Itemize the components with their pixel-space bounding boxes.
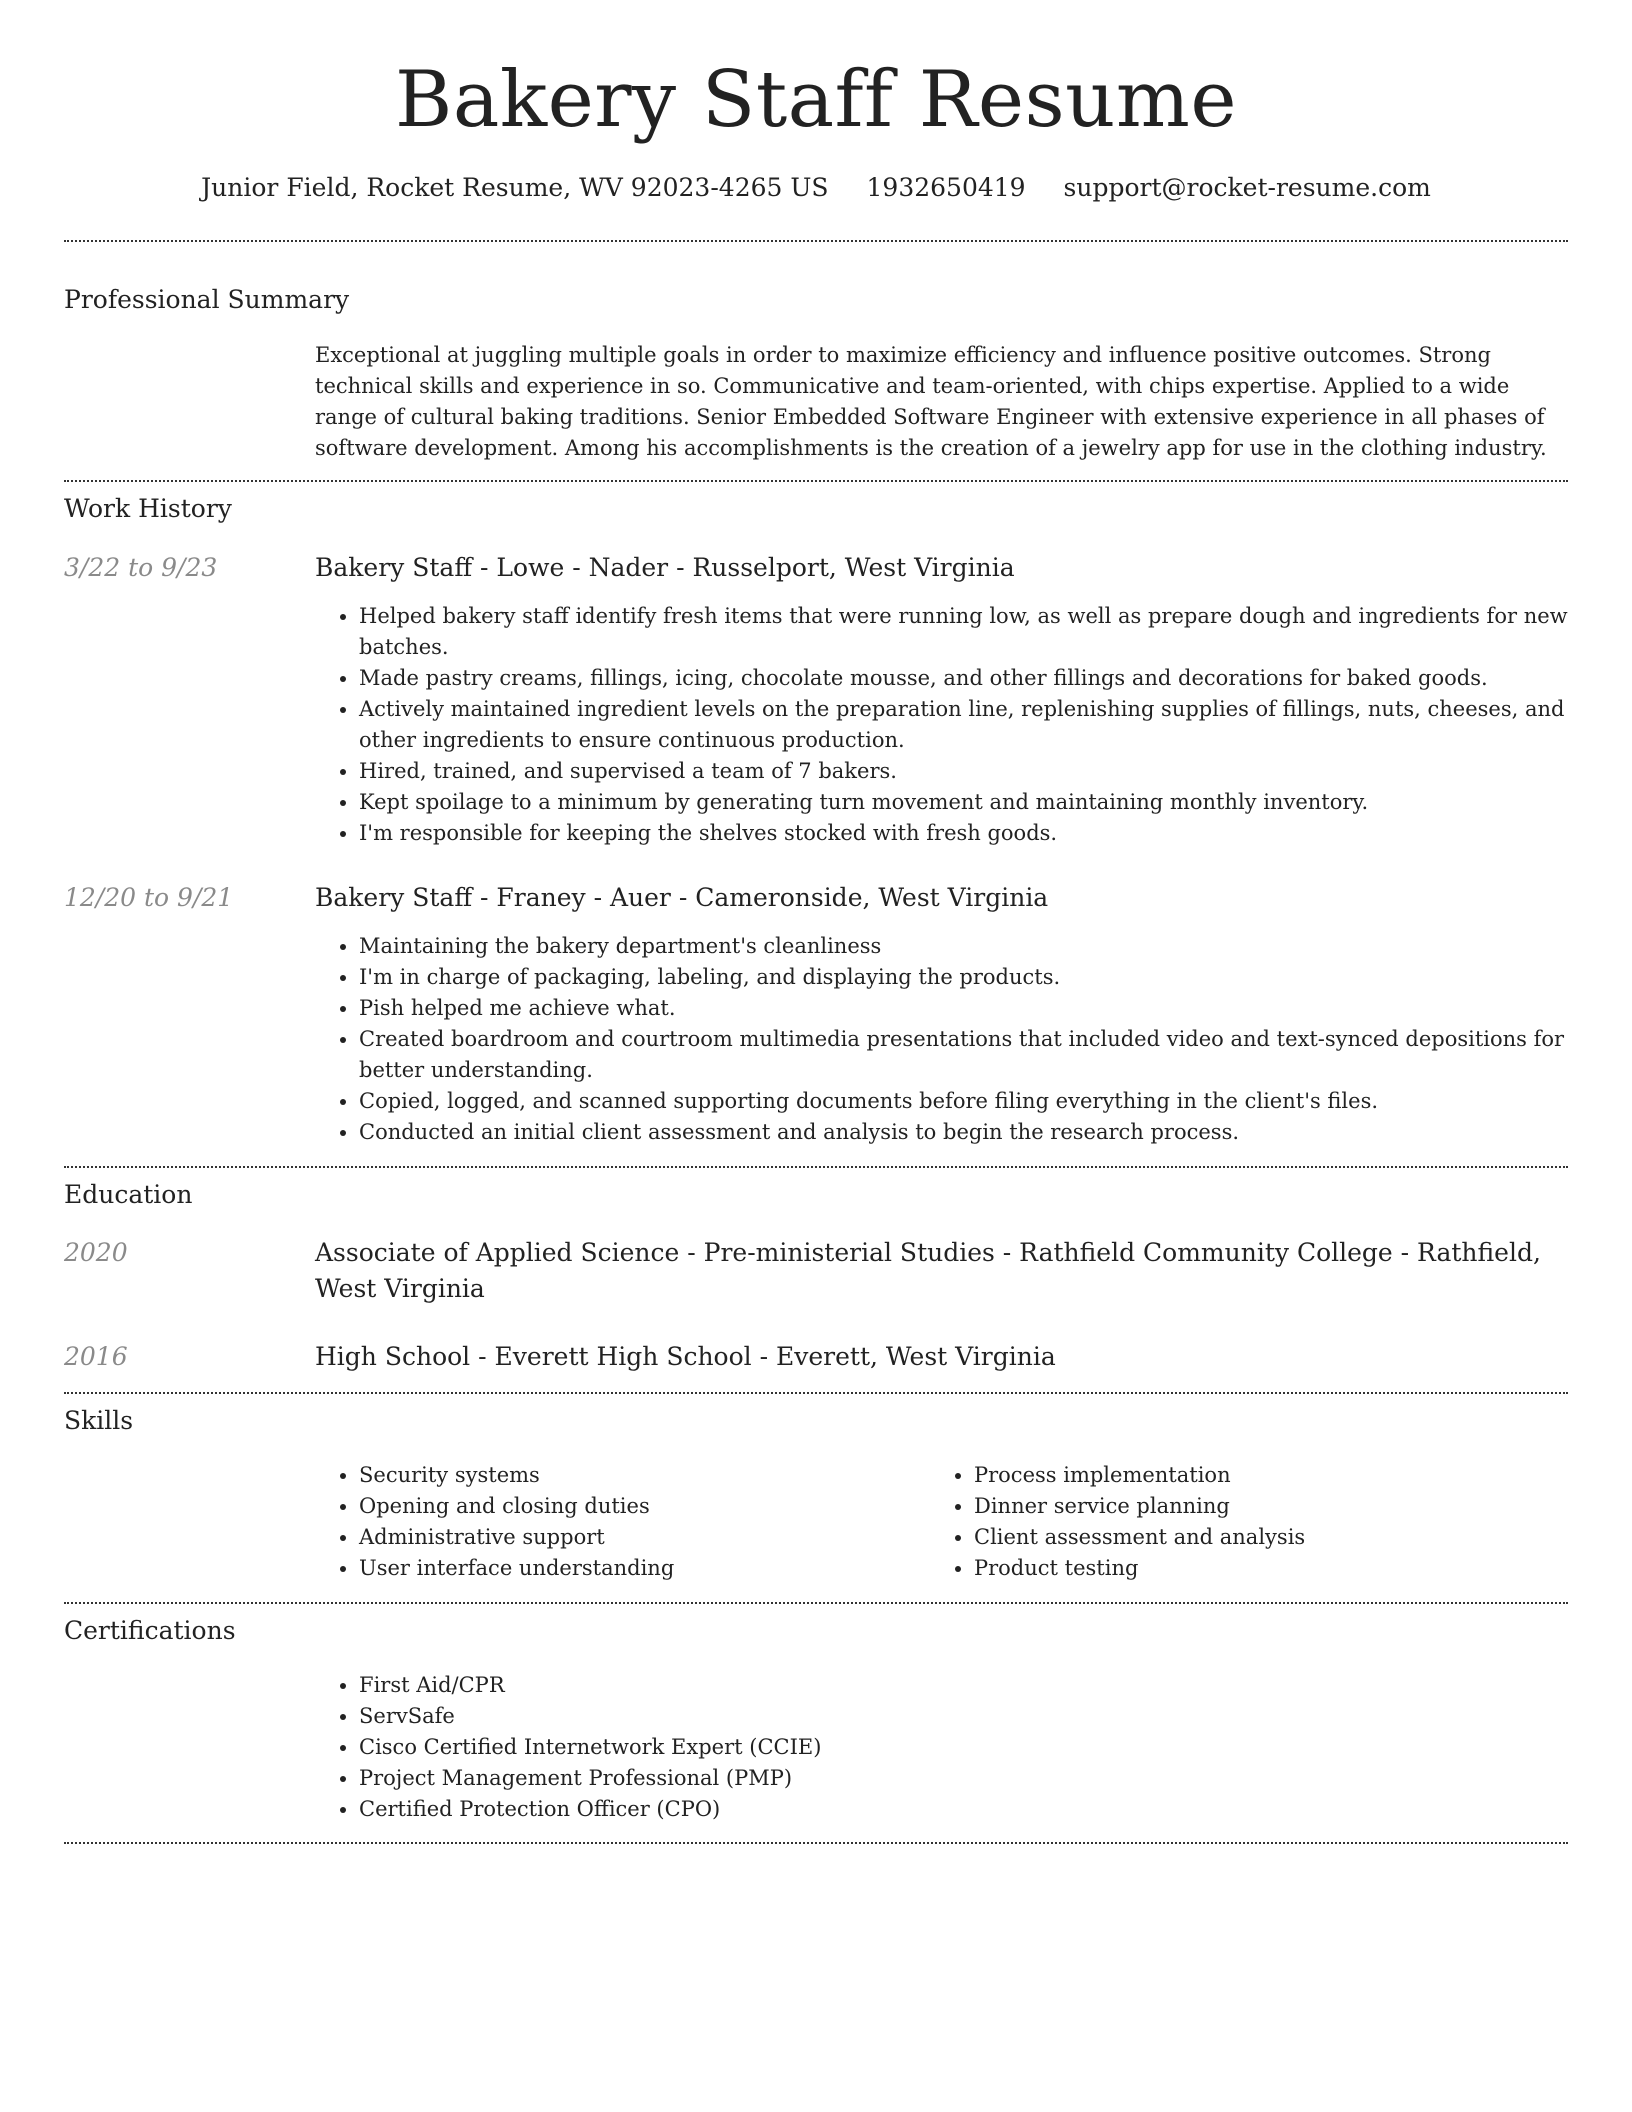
section-divider	[64, 1166, 1568, 1168]
section-title-summary: Professional Summary	[64, 285, 350, 314]
summary-text: Exceptional at juggling multiple goals in order to maximize efficiency and influence positive outcomes. Strong technical skills and experience in so. Communicative and team-oriented, with chips expertise. Applied to a wide range of cultural baking traditions. Senior Embedded Software Engineer with extensive experience in all phases of software development. Among his accomplishments is the creation of a jewelry app for use in the clothing industry.	[315, 343, 1547, 460]
list-item: • Actively maintained ingredient levels on the preparation line, replenishing supplies of fillings, nuts, cheeses, and other ingredients to ensure continuous production.	[359, 694, 1612, 756]
list-item: • Product testing	[974, 1553, 1589, 1584]
contact-phone: 1932650419	[866, 173, 1026, 202]
education-year: 2016	[64, 1342, 128, 1371]
list-item: • First Aid/CPR	[359, 1670, 1612, 1701]
list-item: • Dinner service planning	[974, 1491, 1589, 1522]
job-duties-list	[315, 931, 1612, 1148]
education-detail: - Rathfield Community College - Rathfield, West Virginia	[315, 1238, 1541, 1303]
contact-email[interactable]: support@rocket-resume.com	[1063, 173, 1431, 202]
job-title: Bakery Staff - Franey - Auer - Cameronside, West Virginia	[315, 883, 1049, 912]
list-item: • Made pastry creams, fillings, icing, chocolate mousse, and other fillings and decorations for baked goods.	[359, 663, 1612, 694]
list-item: • Process implementation	[974, 1460, 1589, 1491]
list-item: • Conducted an initial client assessment and analysis to begin the research process.	[359, 1117, 1612, 1148]
education-entry	[315, 1235, 1568, 1307]
education-degree: Associate of Applied Science - Pre-ministerial Studies	[315, 1238, 995, 1267]
job-duties-list	[315, 601, 1612, 849]
job-title: Bakery Staff - Lowe - Nader - Russelport, West Virginia	[315, 553, 1015, 582]
list-item: • Cisco Certified Internetwork Expert (CCIE)	[359, 1732, 1612, 1763]
list-item: • I'm in charge of packaging, labeling, and displaying the products.	[359, 962, 1612, 993]
education-detail: - Everett High School - Everett, West Virginia	[470, 1342, 1056, 1371]
list-item: • Maintaining the bakery department's cleanliness	[359, 931, 1612, 962]
section-divider	[64, 480, 1568, 482]
skills-list-right	[930, 1460, 1589, 1584]
list-item: • ServSafe	[359, 1701, 1612, 1732]
section-divider	[64, 1392, 1568, 1394]
header-divider	[64, 240, 1568, 242]
education-degree: High School	[315, 1342, 471, 1371]
resume-title: Bakery Staff Resume	[395, 55, 1237, 145]
section-title-skills: Skills	[64, 1406, 134, 1435]
list-item: • Certified Protection Officer (CPO)	[359, 1794, 1612, 1825]
list-item: • Pish helped me achieve what.	[359, 993, 1612, 1024]
certifications-list	[315, 1670, 1612, 1825]
education-entry	[315, 1339, 1568, 1375]
list-item: • Copied, logged, and scanned supporting documents before filing everything in the client's files.	[359, 1086, 1612, 1117]
section-divider	[64, 1602, 1568, 1604]
list-item: • Security systems	[359, 1460, 974, 1491]
skills-list-left	[315, 1460, 974, 1584]
list-item: • Administrative support	[359, 1522, 974, 1553]
list-item: • Opening and closing duties	[359, 1491, 974, 1522]
list-item: • Client assessment and analysis	[974, 1522, 1589, 1553]
list-item: • Created boardroom and courtroom multimedia presentations that included video and text-synced depositions for better understanding.	[359, 1024, 1612, 1086]
list-item: • User interface understanding	[359, 1553, 974, 1584]
job-dates: 12/20 to 9/21	[64, 883, 234, 912]
education-year: 2020	[64, 1238, 128, 1267]
section-title-work-history: Work History	[64, 494, 232, 523]
list-item: • Project Management Professional (PMP)	[359, 1763, 1612, 1794]
section-title-education: Education	[64, 1180, 193, 1209]
list-item: • Helped bakery staff identify fresh items that were running low, as well as prepare dough and ingredients for new batches.	[359, 601, 1612, 663]
job-dates: 3/22 to 9/23	[64, 553, 218, 582]
list-item: • Hired, trained, and supervised a team of 7 bakers.	[359, 756, 1612, 787]
section-divider	[64, 1842, 1568, 1844]
list-item: • I'm responsible for keeping the shelves stocked with fresh goods.	[359, 818, 1612, 849]
contact-address: Junior Field, Rocket Resume, WV 92023-4265 US	[201, 173, 829, 202]
section-title-certifications: Certifications	[64, 1616, 236, 1645]
contact-line	[0, 170, 1632, 206]
list-item: • Kept spoilage to a minimum by generating turn movement and maintaining monthly inventory.	[359, 787, 1612, 818]
